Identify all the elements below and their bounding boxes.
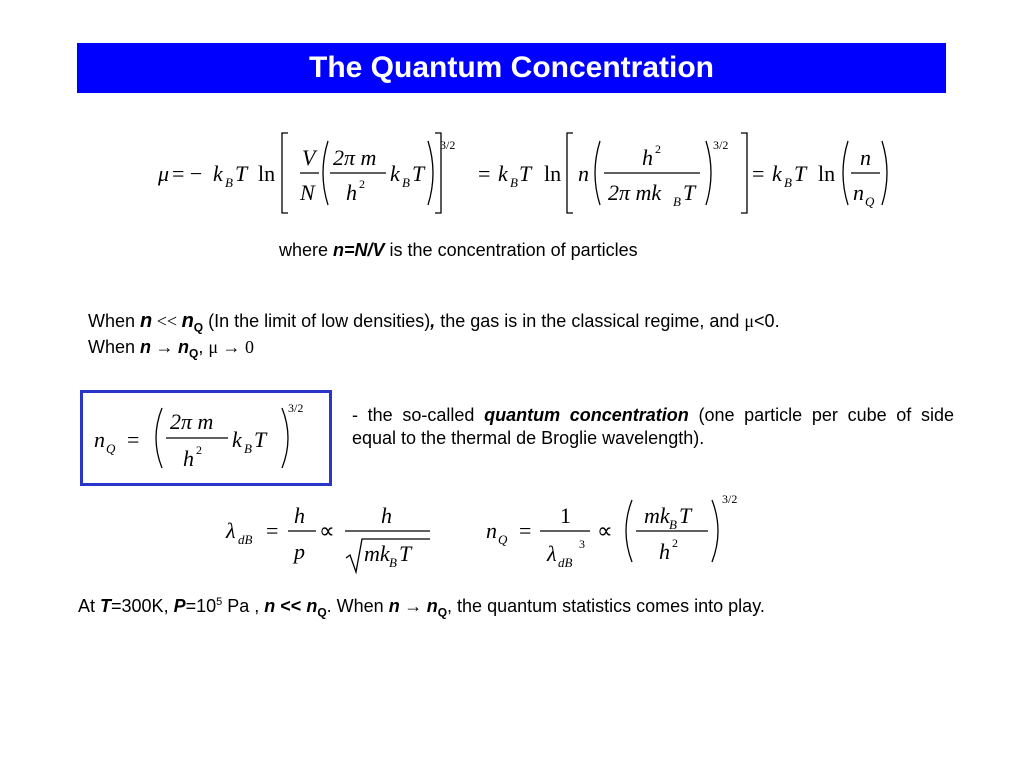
n-symbol: n — [140, 337, 152, 357]
ln-text: ln — [544, 161, 562, 186]
t-symbol: T — [254, 427, 267, 452]
exponent-three-halves: 3/2 — [722, 492, 738, 506]
superscript-three: 3 — [579, 537, 585, 551]
arrow: → — [151, 337, 179, 357]
equals-sign: = — [127, 427, 140, 452]
mu-symbol: μ — [744, 311, 755, 331]
quantum-concentration-description — [352, 404, 954, 451]
subscript-db: dB — [238, 532, 253, 547]
h-symbol: h — [346, 180, 357, 205]
nq-symbol: n — [181, 310, 194, 332]
n-denominator: N — [300, 180, 315, 205]
t-symbol: T — [100, 596, 112, 616]
less-than-zero: <0. — [754, 311, 780, 331]
exponent-three-halves: 3/2 — [713, 138, 729, 152]
n-symbol: n — [94, 427, 105, 452]
slide-title: The Quantum Concentration — [309, 51, 714, 84]
two-pi-mk: 2π mk — [608, 180, 662, 205]
k-symbol: k — [232, 427, 242, 452]
desc-bold: quantum concentration — [484, 405, 689, 425]
mu-symbol: μ — [158, 161, 170, 186]
nq-symbol: n — [426, 596, 438, 616]
subscript-q: Q — [106, 441, 116, 456]
n-symbol: n — [264, 596, 276, 616]
when-text: When — [88, 337, 141, 357]
temperature-value: =300K, — [111, 596, 174, 616]
t-symbol: T — [235, 161, 248, 186]
mk-symbol: mk — [364, 541, 390, 566]
subscript-b: B — [244, 441, 252, 456]
proportional-sign: ∝ — [319, 518, 335, 543]
when-line-2 — [88, 337, 254, 361]
superscript-two: 2 — [196, 443, 202, 457]
n-symbol: n — [388, 596, 400, 616]
k-symbol: k — [772, 161, 782, 186]
n-denominator: n — [853, 180, 864, 205]
v-numerator: V — [302, 145, 316, 170]
pressure-unit: Pa , — [222, 596, 265, 616]
subscript-db: dB — [558, 555, 573, 570]
subscript-q: Q — [193, 320, 204, 335]
lambda-symbol: λ — [547, 541, 557, 566]
subscript-b: B — [225, 175, 233, 190]
h-symbol: h — [659, 539, 670, 564]
nq-symbol: n — [178, 337, 190, 357]
bottom-statement — [78, 596, 765, 620]
subscript-q: Q — [189, 346, 199, 361]
when-text: When — [88, 311, 141, 331]
p-symbol: P — [173, 596, 186, 616]
t-symbol: T — [683, 180, 696, 205]
equals-sign: = — [266, 518, 279, 543]
subscript-q: Q — [865, 194, 875, 209]
h-numerator: h — [381, 503, 392, 528]
when-text: . When — [326, 596, 389, 616]
subscript-b: B — [510, 175, 518, 190]
limit-text: (In the limit of low densities) — [203, 311, 431, 331]
exponent-three-halves: 3/2 — [440, 138, 456, 152]
two-pi-m: 2π m — [333, 145, 377, 170]
subscript-b: B — [784, 175, 792, 190]
one-numerator: 1 — [560, 503, 571, 528]
equals-sign: = — [752, 161, 765, 186]
t-symbol: T — [519, 161, 532, 186]
superscript-two: 2 — [655, 142, 661, 156]
proportional-sign: ∝ — [597, 518, 613, 543]
where-post: is the concentration of particles — [384, 240, 638, 260]
t-symbol: T — [412, 161, 425, 186]
subscript-q: Q — [498, 532, 508, 547]
n-numerator: n — [860, 145, 871, 170]
n-symbol: n — [486, 518, 497, 543]
much-less-than: << — [152, 311, 182, 331]
two-pi-m: 2π m — [170, 409, 214, 434]
exponent-three-halves: 3/2 — [288, 401, 304, 415]
desc-post: (one particle per cube of side equal to the thermal de Broglie wavelength). — [352, 405, 954, 449]
lambda-symbol: λ — [226, 518, 236, 543]
superscript-two: 2 — [359, 177, 365, 191]
t-symbol: T — [679, 503, 692, 528]
much-less-than: << — [275, 596, 307, 616]
h-symbol: h — [183, 446, 194, 471]
subscript-b: B — [673, 194, 681, 209]
k-symbol: k — [498, 161, 508, 186]
mu-symbol: μ — [208, 337, 219, 357]
subscript-b: B — [389, 555, 397, 570]
subscript-q: Q — [317, 605, 327, 620]
p-denominator: p — [294, 539, 305, 564]
where-bold: n=N/V — [333, 240, 385, 260]
quantum-statistics-text: , the quantum statistics comes into play. — [447, 596, 765, 616]
k-symbol: k — [213, 161, 223, 186]
equals-minus: = − — [172, 161, 203, 186]
separator: , — [198, 337, 209, 357]
subscript-b: B — [669, 517, 677, 532]
arrow-to-zero: → 0 — [218, 337, 255, 357]
equals-sign: = — [519, 518, 532, 543]
at-text: At — [78, 596, 101, 616]
ln-text: ln — [258, 161, 276, 186]
comma: , — [430, 311, 436, 331]
ln-text: ln — [818, 161, 836, 186]
nq-symbol: n — [306, 596, 318, 616]
arrow: → — [399, 596, 427, 616]
t-symbol: T — [399, 541, 412, 566]
subscript-b: B — [402, 175, 410, 190]
subscript-q: Q — [437, 605, 448, 620]
n-symbol: n — [578, 161, 589, 186]
when-line-1 — [88, 309, 780, 335]
pressure-exponent: 5 — [216, 596, 223, 608]
regime-text: the gas is in the classical regime, and — [435, 311, 745, 331]
desc-pre: - the so-called — [352, 405, 485, 425]
pressure-value: =10 — [185, 596, 217, 616]
equals-sign: = — [478, 161, 491, 186]
where-line — [279, 240, 638, 262]
superscript-two: 2 — [672, 536, 678, 550]
k-symbol: k — [390, 161, 400, 186]
h-numerator: h — [294, 503, 305, 528]
mk-symbol: mk — [644, 503, 670, 528]
h-symbol: h — [642, 145, 653, 170]
t-symbol: T — [794, 161, 807, 186]
n-symbol: n — [140, 310, 153, 332]
where-pre: where — [279, 240, 334, 260]
